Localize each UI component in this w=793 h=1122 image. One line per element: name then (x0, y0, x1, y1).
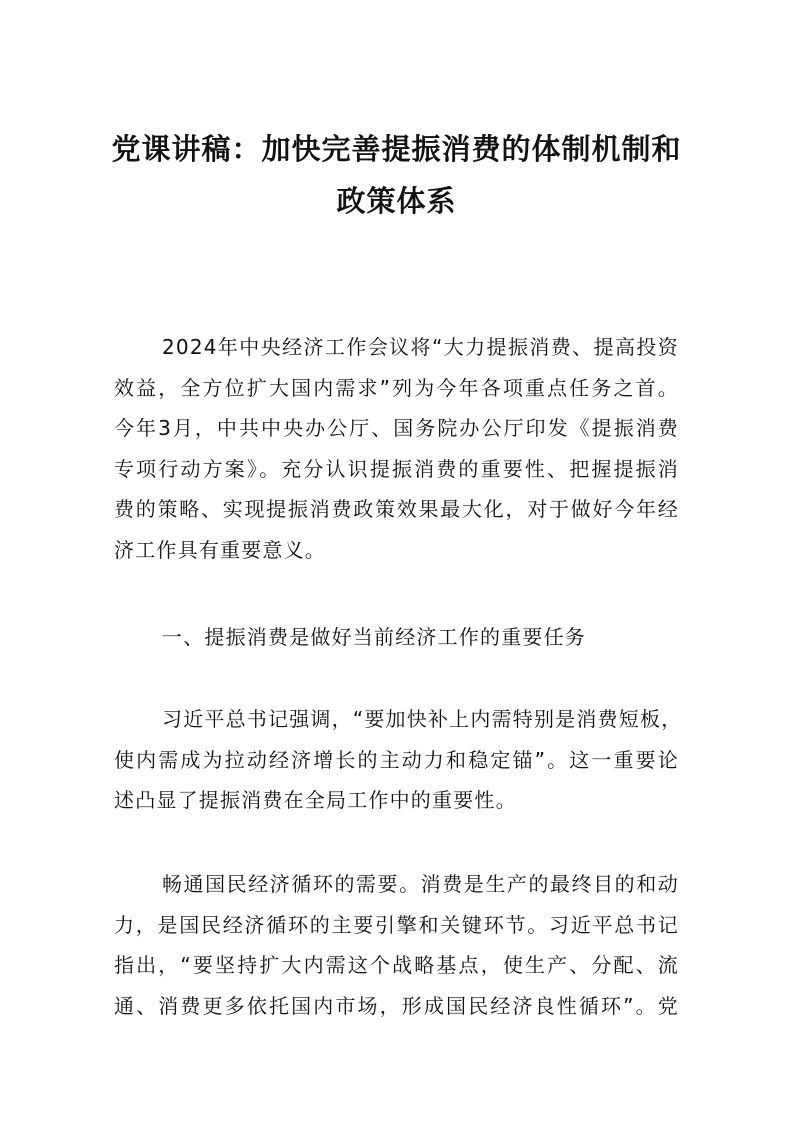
title-line: 党课讲稿：加快完善提振消费的体制机制和 (111, 132, 682, 166)
paragraph-line: 专项行动方案》。充分认识提振消费的重要性、把握提振消 (114, 456, 679, 481)
paragraph-intro (114, 327, 679, 570)
title-line: 政策体系 (336, 184, 457, 218)
paragraph-circulation (114, 864, 679, 1026)
paragraph-line: 效益，全方位扩大国内需求”列为今年各项重点任务之首。 (114, 375, 679, 400)
section-heading (114, 617, 679, 658)
paragraph-line: 畅通国民经济循环的需要。消费是生产的最终目的和动 (162, 872, 679, 896)
paragraph-line: 指出，“要坚持扩大内需这个战略基点，使生产、分配、流 (114, 953, 679, 977)
paragraph-line: 2024年中央经济工作会议将“大力提振消费、提高投资 (162, 335, 679, 359)
paragraph-quote (114, 699, 683, 821)
paragraph-line: 费的策略、实现提振消费政策效果最大化，对于做好今年经 (114, 497, 679, 521)
paragraph-line: 述凸显了提振消费在全局工作中的重要性。 (114, 788, 517, 812)
heading-line: 一、提振消费是做好当前经济工作的重要任务 (162, 625, 586, 649)
paragraph-line: 习近平总书记强调，“要加快补上内需特别是消费短板， (162, 707, 683, 731)
paragraph-line: 通、消费更多依托国内市场，形成国民经济良性循环”。党 (114, 993, 679, 1018)
document-title (110, 123, 683, 227)
paragraph-line: 今年3月，中共中央办公厅、国务院办公厅印发《提振消费 (114, 416, 679, 440)
paragraph-line: 使内需成为拉动经济增长的主动力和稳定锚”。这一重要论 (114, 747, 679, 772)
paragraph-line: 济工作具有重要意义。 (114, 537, 326, 562)
paragraph-line: 力，是国民经济循环的主要引擎和关键环节。习近平总书记 (114, 912, 679, 937)
